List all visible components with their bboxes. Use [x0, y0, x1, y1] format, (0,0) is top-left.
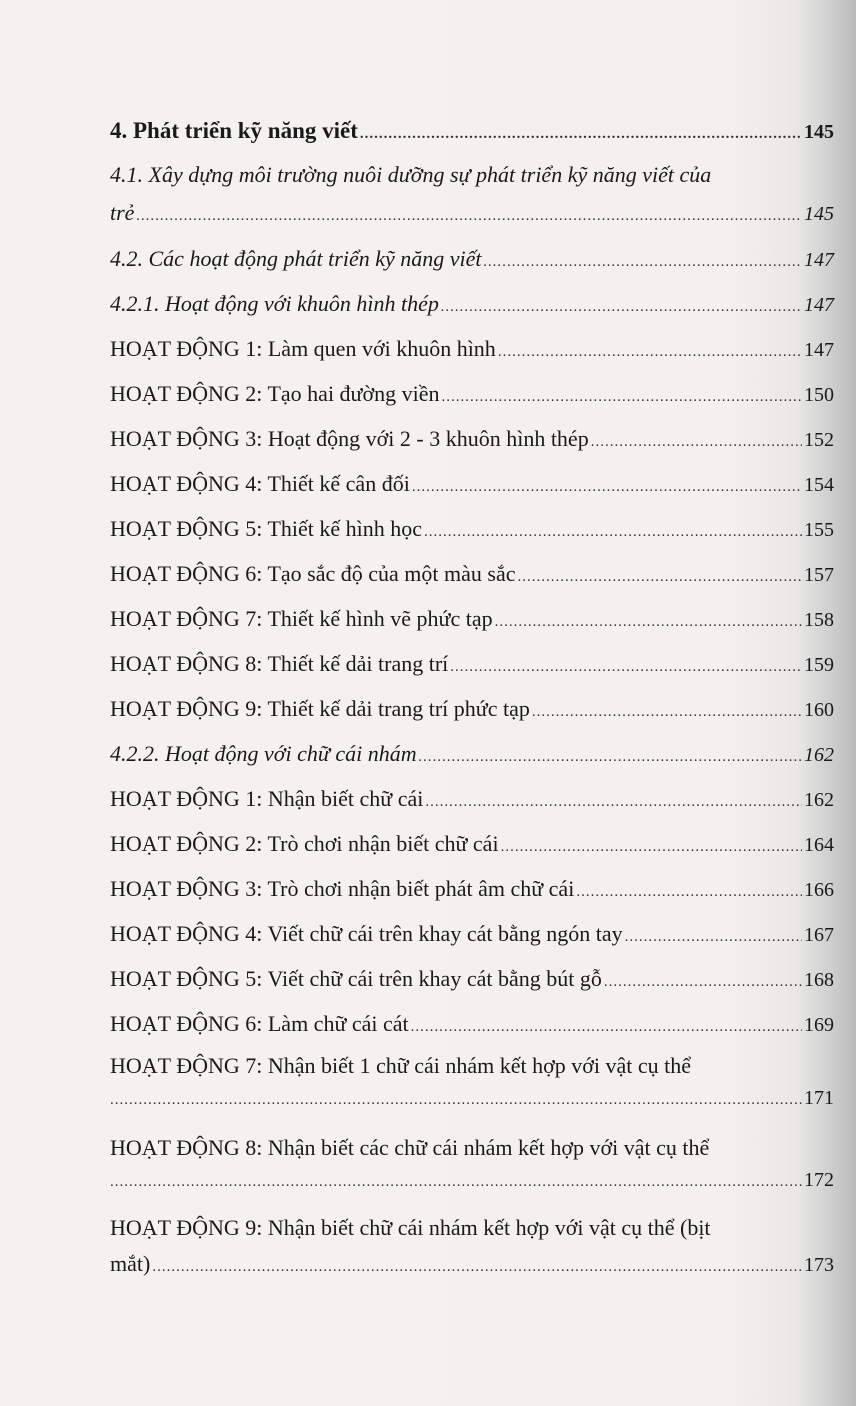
leader-dots: [110, 1085, 802, 1115]
toc-entry-page: 162: [804, 744, 834, 766]
toc-entry-activity: [110, 874, 834, 907]
toc-entry-activity: [110, 424, 834, 457]
toc-entry-activity: [110, 1249, 834, 1282]
leader-dots: [501, 832, 802, 862]
toc-entry-title: HOẠT ĐỘNG 3: Trò chơi nhận biết phát âm chữ cái: [110, 876, 575, 901]
toc-entry-title: mắt): [110, 1251, 151, 1276]
toc-entry-page: 171: [804, 1087, 834, 1109]
toc-entry-page: 155: [804, 519, 834, 541]
toc-entry-4-2-1: [110, 289, 834, 322]
toc-entry-title: HOẠT ĐỘNG 7: Thiết kế hình vẽ phức tạp: [110, 606, 493, 631]
leader-dots: [484, 247, 803, 277]
toc-entry-section-4: [110, 116, 834, 149]
toc-entry-activity: [110, 604, 834, 637]
toc-entry-activity: [110, 784, 834, 817]
toc-entry-page: 168: [804, 969, 834, 991]
leader-dots: [136, 201, 802, 231]
toc-entry-title: 4.2.1. Hoạt động với khuôn hình thép: [110, 291, 439, 316]
toc-entry-page: 160: [804, 699, 834, 721]
leader-dots: [576, 877, 802, 907]
toc-entry-title: HOẠT ĐỘNG 6: Làm chữ cái cát: [110, 1011, 409, 1036]
toc-entry-page: 159: [804, 654, 834, 676]
toc-entry-title: HOẠT ĐỘNG 5: Viết chữ cái trên khay cát bằng bút gỗ: [110, 966, 602, 991]
leader-dots: [625, 922, 802, 952]
toc-entry-title: HOẠT ĐỘNG 6: Tạo sắc độ của một màu sắc: [110, 561, 516, 586]
toc-entry-page: 164: [804, 834, 834, 856]
toc-entry-title: HOẠT ĐỘNG 4: Thiết kế cân đối: [110, 471, 410, 496]
leader-dots: [419, 742, 802, 772]
toc-entry-page: 145: [804, 121, 834, 143]
toc-entry-page: 150: [804, 384, 834, 406]
leader-dots: [412, 472, 802, 502]
toc-entry-page: 145: [804, 203, 834, 225]
toc-entry-4-2-2: [110, 739, 834, 772]
toc-entry-title: HOẠT ĐỘNG 1: Làm quen với khuôn hình: [110, 336, 496, 361]
leader-dots: [591, 427, 802, 457]
toc-entry-activity: [110, 514, 834, 547]
toc-entry-activity: [110, 334, 834, 367]
leader-dots: [424, 517, 802, 547]
toc-entry-page: 152: [804, 429, 834, 451]
toc-entry-page: 158: [804, 609, 834, 631]
toc-entry-title: 4. Phát triển kỹ năng viết: [110, 118, 358, 143]
leader-dots: [152, 1252, 802, 1282]
toc-entry-page: 172: [804, 1169, 834, 1191]
toc-entry-activity: [110, 469, 834, 502]
toc-entry-title: HOẠT ĐỘNG 4: Viết chữ cái trên khay cát bằng ngón tay: [110, 921, 623, 946]
toc-entry-page: 166: [804, 879, 834, 901]
toc-entry-title: HOẠT ĐỘNG 2: Tạo hai đường viền: [110, 381, 440, 406]
leader-dots: [441, 382, 802, 412]
toc-entry-activity: [110, 1009, 834, 1042]
toc-entry-page: 147: [804, 249, 834, 271]
toc-entry-title: trẻ: [110, 200, 135, 225]
toc-entry-activity: [110, 649, 834, 682]
toc-entry-page: 173: [804, 1254, 834, 1276]
leader-dots: [411, 1012, 802, 1042]
toc-entry-activity-line1: HOẠT ĐỘNG 9: Nhận biết chữ cái nhám kết hợp với vật cụ thể (bịt: [110, 1215, 711, 1240]
toc-entry-title: HOẠT ĐỘNG 8: Thiết kế dải trang trí: [110, 651, 449, 676]
toc-entry-activity: [110, 1083, 834, 1115]
toc-entry-activity-line1: HOẠT ĐỘNG 7: Nhận biết 1 chữ cái nhám kết hợp với vật cụ thể: [110, 1053, 691, 1078]
toc-entry-4-2: [110, 244, 834, 277]
leader-dots: [498, 337, 802, 367]
toc-entry-page: 147: [804, 294, 834, 316]
leader-dots: [518, 562, 803, 592]
toc-entry-title: HOẠT ĐỘNG 9: Thiết kế dải trang trí phức tạp: [110, 696, 530, 721]
toc-entry-title: HOẠT ĐỘNG 2: Trò chơi nhận biết chữ cái: [110, 831, 499, 856]
toc-entry-4-1-line1: 4.1. Xây dựng môi trường nuôi dưỡng sự phát triển kỹ năng viết của: [110, 162, 712, 187]
toc-entry-activity: [110, 694, 834, 727]
toc-entry-activity: [110, 559, 834, 592]
leader-dots: [532, 697, 802, 727]
leader-dots: [450, 652, 802, 682]
leader-dots: [110, 1167, 802, 1197]
toc-entry-page: 154: [804, 474, 834, 496]
toc-entry-activity-line1: HOẠT ĐỘNG 8: Nhận biết các chữ cái nhám kết hợp với vật cụ thể: [110, 1135, 710, 1160]
toc-entry-page: 147: [804, 339, 834, 361]
leader-dots: [425, 787, 802, 817]
toc-entry-page: 167: [804, 924, 834, 946]
toc-entry-page: 162: [804, 789, 834, 811]
leader-dots: [441, 292, 802, 322]
toc-entry-title: HOẠT ĐỘNG 3: Hoạt động với 2 - 3 khuôn hình thép: [110, 426, 589, 451]
toc-entry-page: 169: [804, 1014, 834, 1036]
toc-entry-activity: [110, 829, 834, 862]
toc-entry-title: HOẠT ĐỘNG 5: Thiết kế hình học: [110, 516, 423, 541]
toc-entry-activity: [110, 964, 834, 997]
toc-entry-4-1: [110, 198, 834, 231]
toc-entry-title: HOẠT ĐỘNG 1: Nhận biết chữ cái: [110, 786, 424, 811]
toc-entry-activity: [110, 919, 834, 952]
toc-entry-activity: [110, 1165, 834, 1197]
toc-entry-page: 157: [804, 564, 834, 586]
leader-dots: [360, 119, 802, 149]
toc-entry-title: 4.2. Các hoạt động phát triển kỹ năng viết: [110, 246, 482, 271]
toc-entry-title: 4.2.2. Hoạt động với chữ cái nhám: [110, 741, 417, 766]
leader-dots: [495, 607, 802, 637]
toc-entry-activity: [110, 379, 834, 412]
leader-dots: [604, 967, 802, 997]
